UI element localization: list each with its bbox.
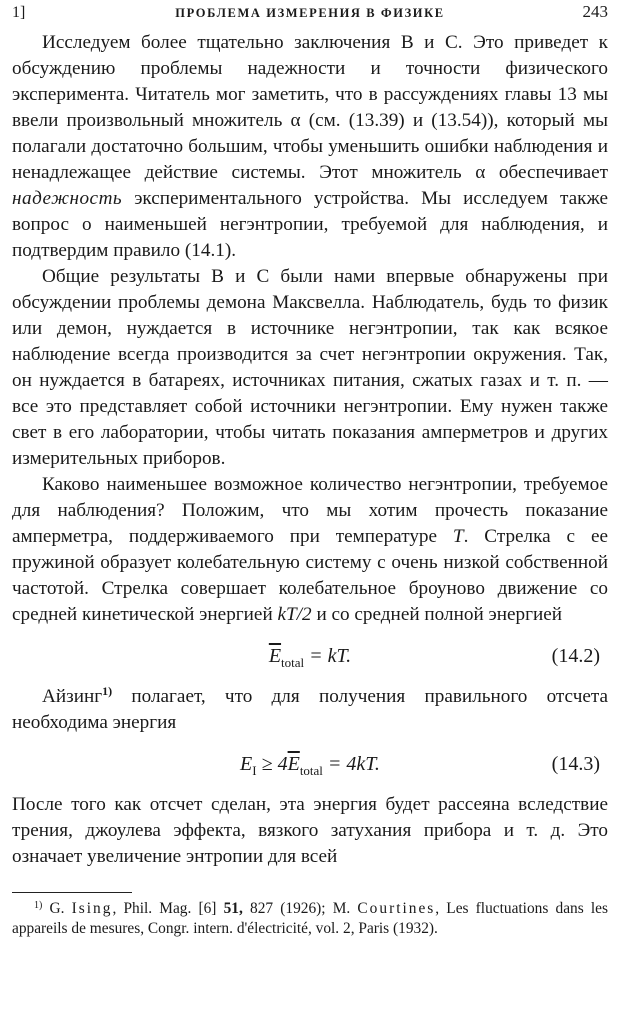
paragraph-3 [12,472,608,628]
footnote-volume: 51, [223,900,243,917]
paragraph-4-text: полагает, что для получения правильного отсчета необходима энергия [12,686,608,733]
footnote-mark: 1) [34,900,43,911]
eq2-energy-symbol: E [240,753,253,775]
emphasis-reliability: надежность [12,188,123,209]
section-marker: 1] [12,4,26,21]
eq2-mean-subscript: total [299,763,323,778]
footnote-text-c: 827 (1926); M. [242,900,358,917]
equation-14-3 [12,736,608,792]
paragraph-4 [12,684,608,736]
paragraph-3-text-c: и со средней полной энергией [311,604,563,625]
equation-14-2-expression [12,628,608,691]
footnote-text-a: G. [42,900,72,917]
footnote-text-b: , Phil. Mag. [6] [112,900,224,917]
eq1-subscript: total [281,655,305,670]
paragraph-3-text-b: . Стрелка с ее пружиной образует колебательную систему с очень низкой собственной частотой. Стрелка совершает колебательное броуново движение со средней кинетической энергией [12,526,608,625]
temperature-symbol: T [452,526,464,547]
paragraph-1 [12,30,608,264]
footnote-divider [12,892,132,893]
eq2-rhs: = 4kT. [322,753,380,775]
paragraph-1-text-b: экспериментального устройства. Мы исследуем также вопрос о наименьшей негэнтропии, требуемой для наблюдения, и подтвердим правило (14.1). [12,188,608,261]
equation-number: (14.2) [551,645,600,667]
footnote-author-ising: Ising [71,900,113,917]
eq2-subscript: I [252,763,257,778]
equation-14-2 [12,628,608,684]
eq2-mean-energy: $\overline{E}$ [287,753,300,775]
paragraph-2: Общие результаты B и C были нами впервые обнаружены при обсуждении проблемы демона Максвелла. Наблюдатель, будь то физик или демон, нуждается в источнике негэнтропии, так как всякое наблюдение всегда производится за счет негэнтропии окружения. Так, он нуждается в батареях, источниках питания, сжатых газах и т. п. — все это представляет собой источники негэнтропии. Ему нужен также свет в его лаборатории, чтобы читать показания амперметров и других измерительных приборов. [12,266,608,469]
running-header [12,0,608,30]
footnote [12,899,608,939]
footnote-author-courtines: Courtines [357,900,436,917]
equation-14-3-expression [12,736,608,799]
paragraph-5: После того как отсчет сделан, эта энергия будет рассеяна вследствие трения, джоулева эффекта, вязкого затухания прибора и т. д. Это означает увеличение энтропии для всей [12,794,608,867]
ising-name: Айзинг [42,686,103,707]
page-number: 243 [582,2,608,21]
kinetic-energy-expr: kT/2 [277,604,312,625]
running-title: ПРОБЛЕМА ИЗМЕРЕНИЯ В ФИЗИКЕ [175,6,445,20]
eq1-energy-symbol: $\overline{E}$ [268,645,282,667]
footnote-reference: 1) [102,684,113,698]
paragraph-3-text-a: Каково наименьшее возможное количество негэнтропии, требуемое для наблюдения? Положим, что мы хотим прочесть показание амперметра, поддерживаемого при температуре [12,474,608,547]
footnote-text-d: , Les fluctuations dans les appareils de mesures, Congr. intern. d'électricité, vol. 2, Paris (1932). [12,900,608,937]
eq2-inequality: ≥ 4 [256,753,288,775]
equation-number: (14.3) [551,753,600,775]
eq1-rhs: = kT. [304,645,352,667]
paragraph-1-text-a: Исследуем более тщательно заключения B и C. Это приведет к обсуждению проблемы надежности и точности физического эксперимента. Читатель мог заметить, что в рассуждениях главы 13 мы ввели произвольный множитель α (см. (13.39) и (13.54)), который мы полагали достаточно большим, чтобы уменьшить ошибки наблюдения и ненадлежащее действие системы. Этот множитель α обеспечивает [12,32,608,183]
